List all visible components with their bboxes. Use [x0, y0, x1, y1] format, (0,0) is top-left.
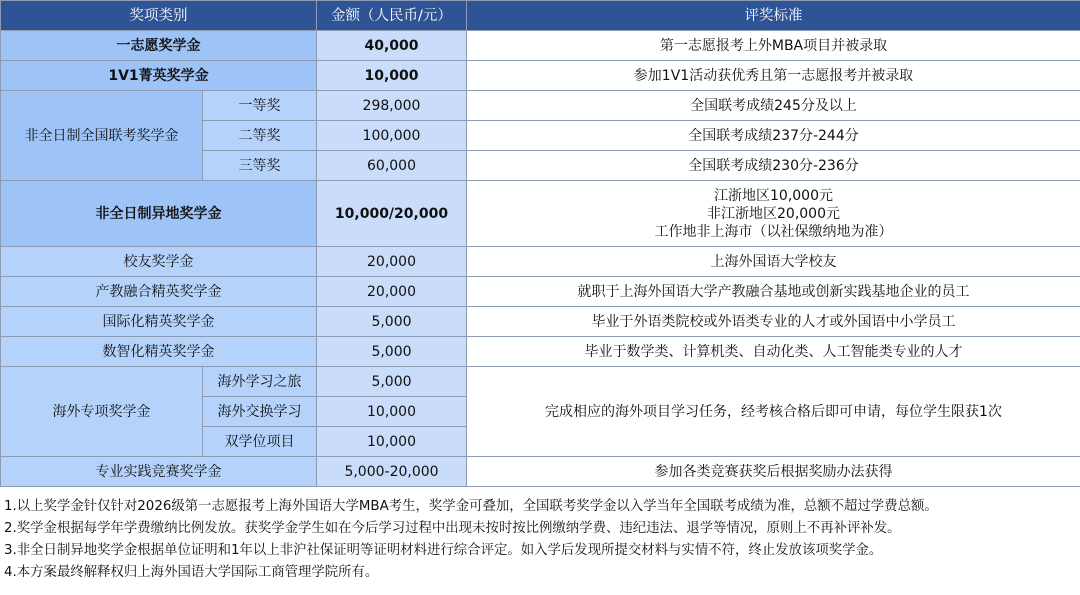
criteria-line: 非江浙地区20,000元	[707, 205, 840, 222]
scholarship-amount: 10,000	[317, 397, 467, 427]
scholarship-name: 非全日制全国联考奖学金	[1, 91, 203, 181]
scholarship-criteria: 参加各类竞赛获奖后根据奖励办法获得	[467, 457, 1080, 487]
scholarship-name: 海外专项奖学金	[1, 367, 203, 457]
scholarship-criteria: 全国联考成绩230分-236分	[467, 151, 1080, 181]
scholarship-amount: 20,000	[317, 247, 467, 277]
scholarship-criteria: 完成相应的海外项目学习任务，经考核合格后即可申请，每位学生限获1次	[467, 367, 1080, 457]
table-row	[1, 91, 1080, 121]
table-row	[1, 61, 1080, 91]
table-row	[1, 247, 1080, 277]
table-row	[1, 31, 1080, 61]
table-row	[1, 367, 1080, 397]
criteria-line: 工作地非上海市（以社保缴纳地为准）	[654, 223, 893, 240]
scholarship-level: 二等奖	[203, 121, 317, 151]
table-header-row	[1, 1, 1080, 31]
note-item: 4.本方案最终解释权归上海外国语大学国际工商管理学院所有。	[4, 565, 379, 580]
scholarship-name: 国际化精英奖学金	[1, 307, 317, 337]
scholarship-criteria: 上海外国语大学校友	[467, 247, 1080, 277]
scholarship-criteria: 参加1V1活动获优秀且第一志愿报考并被录取	[467, 61, 1080, 91]
scholarship-name: 数智化精英奖学金	[1, 337, 317, 367]
scholarship-level: 一等奖	[203, 91, 317, 121]
scholarship-amount: 5,000	[317, 367, 467, 397]
note-item: 2.奖学金根据每学年学费缴纳比例发放。获奖学金学生如在今后学习过程中出现未按时按比例缴纳学费、违纪违法、退学等情况，原则上不再补评补发。	[4, 521, 901, 536]
scholarship-criteria	[467, 181, 1080, 247]
scholarship-amount: 298,000	[317, 91, 467, 121]
table-row	[1, 277, 1080, 307]
scholarship-level: 三等奖	[203, 151, 317, 181]
header-criteria: 评奖标准	[467, 1, 1080, 31]
scholarship-name: 一志愿奖学金	[1, 31, 317, 61]
scholarship-amount: 10,000	[317, 61, 467, 91]
scholarship-amount: 60,000	[317, 151, 467, 181]
scholarship-criteria: 全国联考成绩237分-244分	[467, 121, 1080, 151]
scholarship-amount: 5,000-20,000	[317, 457, 467, 487]
scholarship-criteria: 就职于上海外国语大学产教融合基地或创新实践基地企业的员工	[467, 277, 1080, 307]
scholarship-amount: 40,000	[317, 31, 467, 61]
scholarship-amount: 100,000	[317, 121, 467, 151]
note-item: 1.以上奖学金针仅针对2026级第一志愿报考上海外国语大学MBA考生，奖学金可叠加，全国联考奖学金以入学当年全国联考成绩为准，总额不超过学费总额。	[4, 499, 938, 514]
header-category: 奖项类别	[1, 1, 317, 31]
table-row	[1, 337, 1080, 367]
scholarship-name: 专业实践竞赛奖学金	[1, 457, 317, 487]
notes-section	[4, 496, 1078, 584]
scholarship-criteria: 毕业于外语类院校或外语类专业的人才或外国语中小学员工	[467, 307, 1080, 337]
header-amount: 金额（人民币/元）	[317, 1, 467, 31]
scholarship-name: 非全日制异地奖学金	[1, 181, 317, 247]
scholarship-criteria: 第一志愿报考上外MBA项目并被录取	[467, 31, 1080, 61]
scholarship-criteria: 全国联考成绩245分及以上	[467, 91, 1080, 121]
table-row	[1, 307, 1080, 337]
scholarship-amount: 5,000	[317, 307, 467, 337]
table-row	[1, 457, 1080, 487]
scholarship-item: 双学位项目	[203, 427, 317, 457]
criteria-line: 江浙地区10,000元	[714, 187, 833, 204]
scholarship-item: 海外交换学习	[203, 397, 317, 427]
scholarship-amount: 20,000	[317, 277, 467, 307]
scholarship-item: 海外学习之旅	[203, 367, 317, 397]
table-row	[1, 181, 1080, 247]
scholarship-amount: 5,000	[317, 337, 467, 367]
scholarship-amount: 10,000/20,000	[317, 181, 467, 247]
scholarship-criteria: 毕业于数学类、计算机类、自动化类、人工智能类专业的人才	[467, 337, 1080, 367]
scholarship-name: 1V1菁英奖学金	[1, 61, 317, 91]
scholarship-amount: 10,000	[317, 427, 467, 457]
scholarship-name: 产教融合精英奖学金	[1, 277, 317, 307]
scholarship-name: 校友奖学金	[1, 247, 317, 277]
note-item: 3.非全日制异地奖学金根据单位证明和1年以上非沪社保证明等证明材料进行综合评定。如入学后发现所提交材料与实情不符，终止发放该项奖学金。	[4, 543, 883, 558]
